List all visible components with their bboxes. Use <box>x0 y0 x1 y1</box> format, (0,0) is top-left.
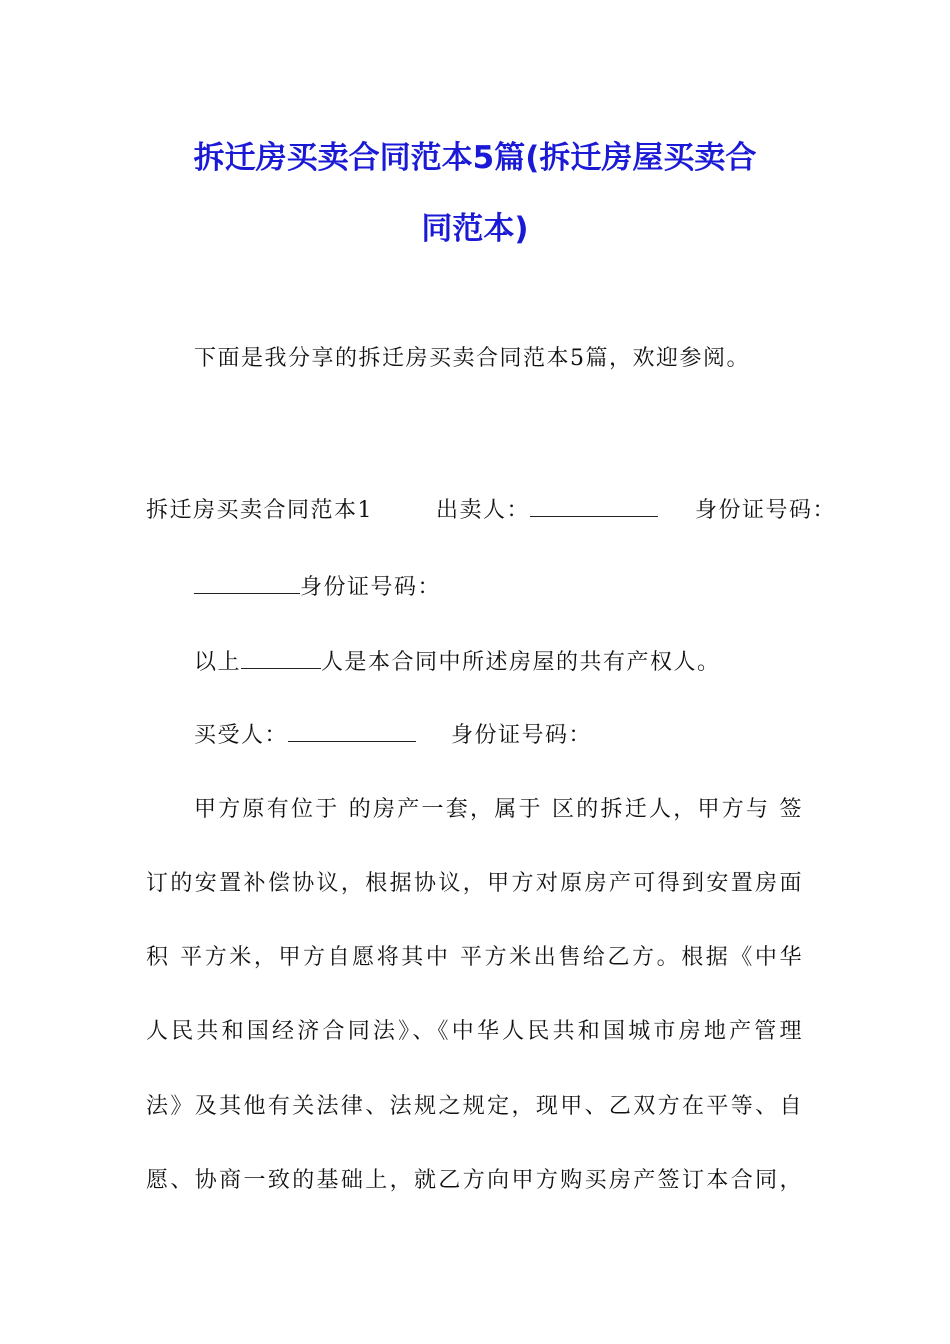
body-line-4: 人民共和国经济合同法》、《中华人民共和国城市房地产管理 <box>146 1019 803 1044</box>
buyer-id-label: 身份证号码： <box>451 723 593 748</box>
body-line-5: 法》及其他有关法律、法规之规定，现甲、乙双方在平等、自 <box>146 1094 803 1119</box>
buyer-blank <box>288 719 416 742</box>
second-id-label: 身份证号码： <box>300 575 442 600</box>
seller-blank <box>530 494 658 517</box>
second-party-blank <box>194 571 300 594</box>
body-line-1: 甲方原有位于 的房产一套，属于 区的拆迁人，甲方与 签 <box>194 797 803 822</box>
co-owner-prefix: 以上 <box>194 650 242 675</box>
buyer-line <box>194 719 592 751</box>
seller-label: 出卖人： <box>436 498 531 523</box>
co-owner-suffix: 人是本合同中所述房屋的共有产权人。 <box>321 650 721 675</box>
body-line-3: 积 平方米，甲方自愿将其中 平方米出售给乙方。根据《中华 <box>146 945 803 970</box>
body-line-2: 订的安置补偿协议，根据协议，甲方对原房产可得到安置房面 <box>146 871 803 896</box>
intro-paragraph: 下面是我分享的拆迁房买卖合同范本5篇，欢迎参阅。 <box>194 346 750 371</box>
section1-first-line <box>146 494 837 526</box>
co-owner-line <box>194 646 721 678</box>
document-title-line-2: 同范本) <box>421 211 529 247</box>
section1-heading: 拆迁房买卖合同范本1 <box>146 498 373 523</box>
second-id-line <box>194 571 441 603</box>
body-line-6: 愿、协商一致的基础上，就乙方向甲方购买房产签订本合同， <box>146 1168 803 1193</box>
document-title-line-1: 拆迁房买卖合同范本5篇(拆迁房屋买卖合 <box>193 140 757 176</box>
buyer-label: 买受人： <box>194 723 289 748</box>
co-owner-blank <box>241 646 321 669</box>
seller-id-label: 身份证号码： <box>695 498 837 523</box>
